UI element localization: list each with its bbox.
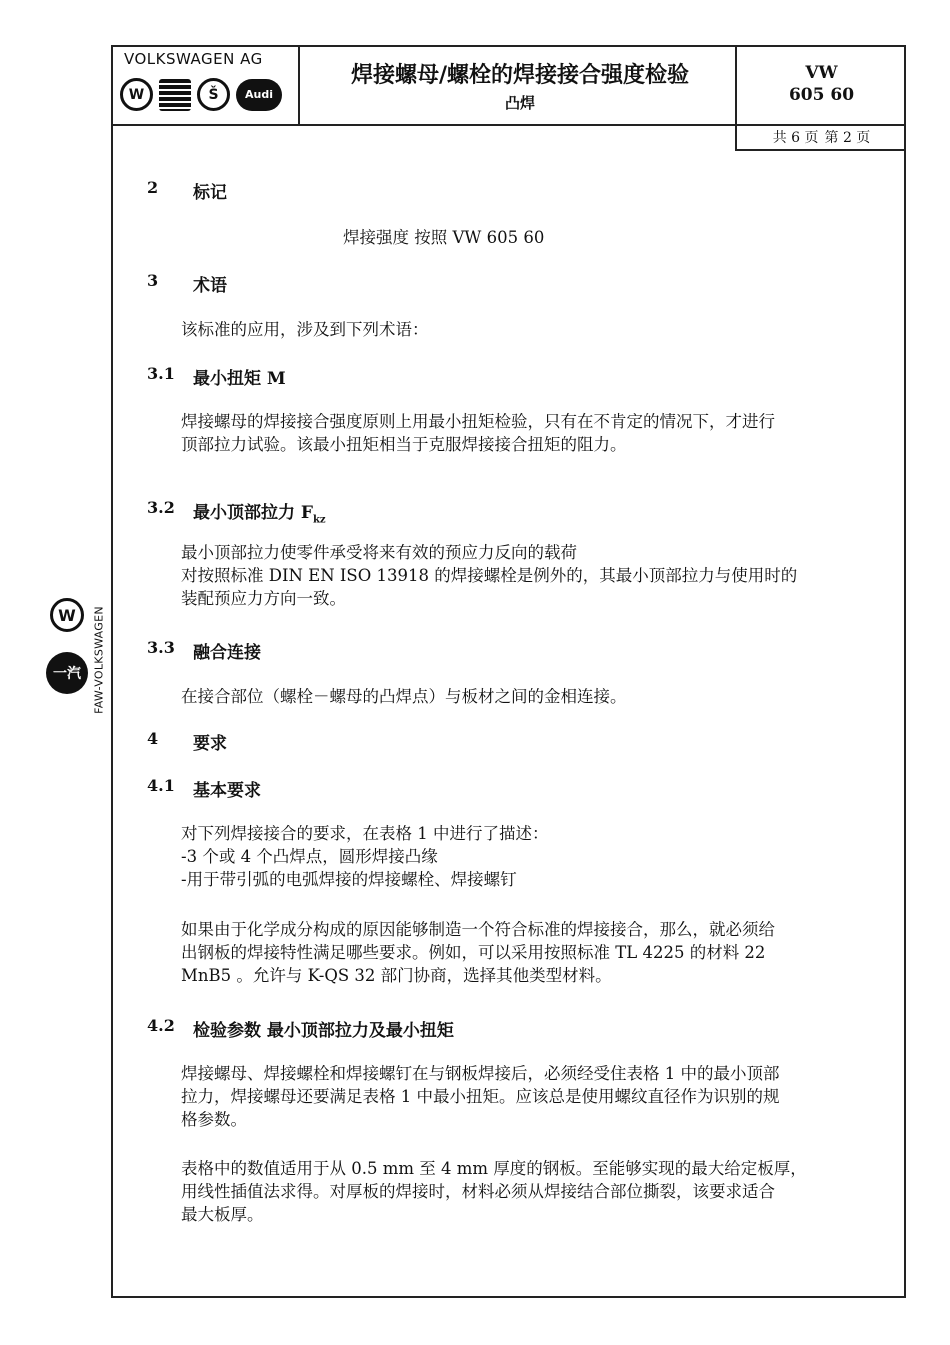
section-heading: 基本要求 bbox=[193, 781, 261, 801]
section-number: 3 bbox=[147, 271, 159, 290]
section-number: 3.1 bbox=[147, 364, 175, 383]
text-line: 顶部拉力试验。该最小扭矩相当于克服焊接接合扭矩的阻力。 bbox=[181, 435, 627, 454]
section-heading: 术语 bbox=[193, 276, 227, 296]
text-line: 用线性插值法求得。对厚板的焊接时，材料必须从焊接结合部位撕裂，该要求适合 bbox=[181, 1182, 775, 1201]
paragraph bbox=[181, 1157, 881, 1226]
section-number: 2 bbox=[147, 178, 159, 197]
audi-logo-icon: Audi bbox=[236, 79, 282, 111]
doc-number: 605 60 bbox=[788, 85, 855, 105]
section-heading bbox=[193, 498, 326, 525]
text-line: 对按照标准 DIN EN ISO 13918 的焊接螺栓是例外的，其最小顶部拉力与使用时的 bbox=[181, 566, 798, 585]
text-line: 格参数。 bbox=[181, 1110, 247, 1129]
section-number: 3.2 bbox=[147, 498, 175, 517]
text-line: 如果由于化学成分构成的原因能够制造一个符合标准的焊接接合，那么，就必须给 bbox=[181, 920, 775, 939]
side-mark bbox=[92, 590, 106, 730]
text-line: 焊接螺母、焊接螺栓和焊接螺钉在与钢板焊接后，必须经受住表格 1 中的最小顶部 bbox=[181, 1064, 780, 1083]
current-page: 第 2 页 bbox=[824, 130, 871, 146]
text-line: 焊接螺母的焊接接合强度原则上用最小扭矩检验，只有在不肯定的情况下，才进行 bbox=[181, 412, 775, 431]
marking-text: 焊接强度 按照 VW 605 60 bbox=[343, 228, 545, 247]
text-line: MnB5 。允许与 K-QS 32 部门协商，选择其他类型材料。 bbox=[181, 966, 612, 985]
text-line: 表格中的数值适用于从 0.5 mm 至 4 mm 厚度的钢板。至能够实现的最大给定板厚， bbox=[181, 1159, 807, 1178]
heading-subscript: kz bbox=[313, 514, 326, 526]
text-line: 对下列焊接接合的要求，在表格 1 中进行了描述： bbox=[181, 824, 549, 843]
vw-side-logo-icon: W bbox=[50, 598, 84, 632]
paragraph bbox=[181, 541, 881, 610]
section-number: 3.3 bbox=[147, 638, 175, 657]
section-heading: 要求 bbox=[193, 734, 227, 754]
paragraph bbox=[181, 918, 881, 987]
paragraph: 在接合部位（螺栓－螺母的凸焊点）与板材之间的金相连接。 bbox=[181, 687, 627, 706]
vw-logo-icon: W bbox=[120, 78, 153, 111]
document-number bbox=[737, 62, 906, 106]
total-pages: 共 6 页 bbox=[772, 130, 819, 146]
text-line: 拉力，焊接螺母还要满足表格 1 中最小扭矩。应该总是使用螺纹直径作为识别的规 bbox=[181, 1087, 780, 1106]
section-number: 4.2 bbox=[147, 1016, 175, 1035]
section-heading: 检验参数 最小顶部拉力及最小扭矩 bbox=[193, 1021, 454, 1041]
section-heading: 最小扭矩 M bbox=[193, 369, 286, 389]
paragraph bbox=[181, 410, 881, 456]
doc-prefix: VW bbox=[805, 63, 838, 83]
brand-logos bbox=[120, 78, 282, 111]
section-heading: 标记 bbox=[193, 183, 227, 203]
skoda-logo-icon: Š bbox=[197, 78, 230, 111]
text-line: 最小顶部拉力使零件承受将来有效的预应力反向的载荷 bbox=[181, 543, 577, 562]
heading-text: 最小顶部拉力 F bbox=[193, 503, 313, 523]
list-item: -用于带引弧的电弧焊接的焊接螺栓、焊接螺钉 bbox=[181, 870, 517, 889]
section-heading: 融合连接 bbox=[193, 643, 261, 663]
section-number: 4 bbox=[147, 729, 159, 748]
paragraph bbox=[181, 1062, 881, 1131]
seat-logo-icon bbox=[159, 79, 191, 111]
paragraph bbox=[181, 822, 881, 891]
document-title: 焊接螺母/螺栓的焊接接合强度检验 bbox=[350, 63, 690, 88]
text-line: 最大板厚。 bbox=[181, 1205, 264, 1224]
company-name: VOLKSWAGEN AG bbox=[124, 50, 263, 68]
list-item: -3 个或 4 个凸焊点，圆形焊接凸缘 bbox=[181, 847, 438, 866]
text-line: 出钢板的焊接特性满足哪些要求。例如，可以采用按照标准 TL 4225 的材料 22 bbox=[181, 943, 766, 962]
paragraph: 该标准的应用，涉及到下列术语： bbox=[181, 320, 429, 339]
page-indicator bbox=[735, 125, 906, 151]
document-subtitle: 凸焊 bbox=[504, 94, 535, 112]
faw-logo-icon: 一汽 bbox=[46, 652, 88, 694]
section-number: 4.1 bbox=[147, 776, 175, 795]
side-mark-text: FAW-VOLKSWAGEN bbox=[92, 606, 106, 714]
text-line: 装配预应力方向一致。 bbox=[181, 589, 346, 608]
